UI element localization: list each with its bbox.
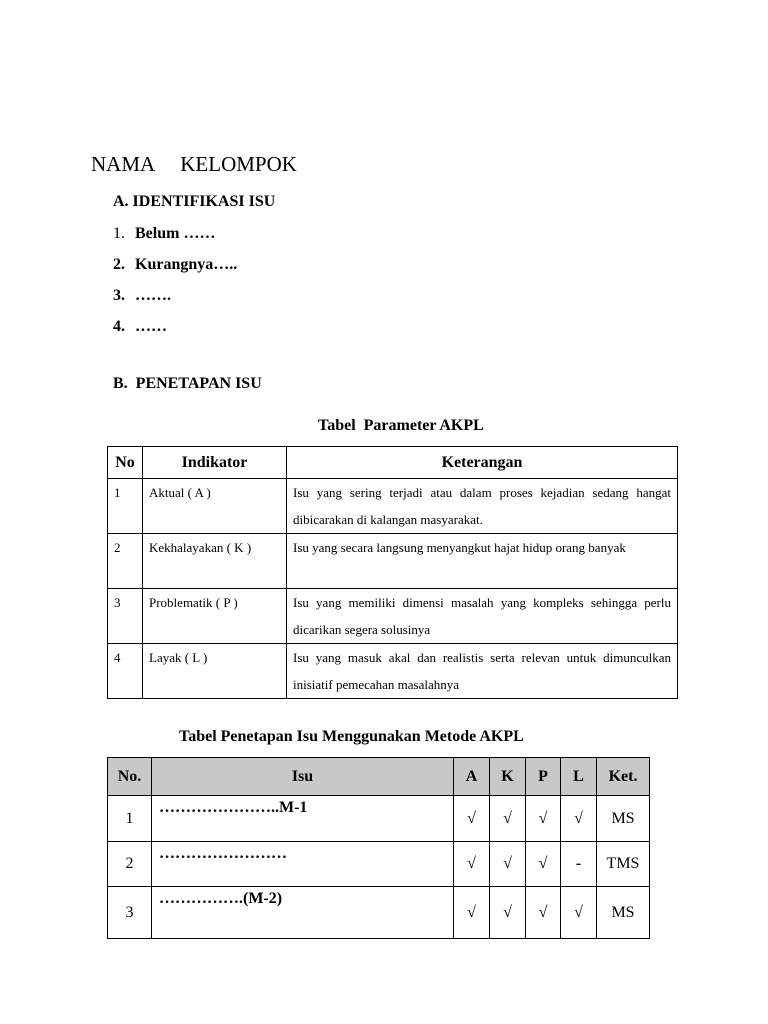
column-header-no: No. bbox=[108, 758, 152, 796]
column-header-keterangan: Keterangan bbox=[287, 447, 678, 479]
akpl-table bbox=[107, 757, 650, 939]
list-item bbox=[113, 287, 171, 305]
table2-caption: Tabel Penetapan Isu Menggunakan Metode AKPL bbox=[179, 728, 524, 745]
table-row bbox=[108, 887, 650, 939]
cell-l: - bbox=[561, 842, 597, 887]
section-a-title: A. IDENTIFIKASI ISU bbox=[113, 193, 276, 210]
cell-no: 3 bbox=[108, 887, 152, 939]
cell-l: √ bbox=[561, 887, 597, 939]
table-row bbox=[108, 842, 650, 887]
column-header-l: L bbox=[561, 758, 597, 796]
list-item bbox=[113, 256, 237, 274]
column-header-isu: Isu bbox=[152, 758, 454, 796]
cell-keterangan: Isu yang masuk akal dan realistis serta relevan untuk dimunculkan inisiatif pemecahan masalahnya bbox=[287, 644, 678, 699]
column-header-p: P bbox=[526, 758, 561, 796]
cell-p: √ bbox=[526, 842, 561, 887]
list-number: 1. bbox=[113, 225, 125, 242]
cell-isu: …………….(M-2) bbox=[152, 887, 454, 939]
table-row bbox=[108, 479, 678, 534]
list-text: ……. bbox=[135, 287, 171, 304]
list-text: Belum …… bbox=[135, 225, 216, 242]
cell-indikator: Problematik ( P ) bbox=[143, 589, 287, 644]
section-b-title: B. PENETAPAN ISU bbox=[113, 375, 262, 392]
cell-isu: …………………..M-1 bbox=[152, 796, 454, 842]
cell-p: √ bbox=[526, 796, 561, 842]
cell-no: 1 bbox=[108, 479, 143, 534]
table-row bbox=[108, 534, 678, 589]
list-number: 4. bbox=[113, 318, 125, 335]
cell-k: √ bbox=[490, 796, 526, 842]
list-number: 3. bbox=[113, 287, 125, 304]
cell-indikator: Aktual ( A ) bbox=[143, 479, 287, 534]
cell-a: √ bbox=[454, 842, 490, 887]
cell-no: 2 bbox=[108, 842, 152, 887]
list-text: Kurangnya….. bbox=[135, 256, 238, 273]
cell-a: √ bbox=[454, 796, 490, 842]
cell-no: 3 bbox=[108, 589, 143, 644]
cell-k: √ bbox=[490, 887, 526, 939]
list-number: 2. bbox=[113, 256, 125, 273]
parameter-table bbox=[107, 446, 678, 699]
list-item bbox=[113, 225, 215, 243]
cell-indikator: Kekhalayakan ( K ) bbox=[143, 534, 287, 589]
column-header-indikator: Indikator bbox=[143, 447, 287, 479]
cell-keterangan: Isu yang sering terjadi atau dalam proses kejadian sedang hangat dibicarakan di kalangan masyarakat. bbox=[287, 479, 678, 534]
cell-keterangan: Isu yang secara langsung menyangkut hajat hidup orang banyak bbox=[287, 534, 678, 589]
table-row bbox=[108, 644, 678, 699]
column-header-k: K bbox=[490, 758, 526, 796]
cell-ket: MS bbox=[597, 887, 650, 939]
cell-k: √ bbox=[490, 842, 526, 887]
table-row bbox=[108, 796, 650, 842]
cell-ket: MS bbox=[597, 796, 650, 842]
list-item bbox=[113, 318, 167, 336]
cell-isu: …………………… bbox=[152, 842, 454, 887]
column-header-no: No bbox=[108, 447, 143, 479]
table1-caption: Tabel Parameter AKPL bbox=[318, 417, 484, 434]
cell-indikator: Layak ( L ) bbox=[143, 644, 287, 699]
column-header-a: A bbox=[454, 758, 490, 796]
cell-no: 4 bbox=[108, 644, 143, 699]
cell-ket: TMS bbox=[597, 842, 650, 887]
cell-p: √ bbox=[526, 887, 561, 939]
page-heading: NAMA KELOMPOK bbox=[91, 152, 297, 176]
list-text: …… bbox=[135, 318, 167, 335]
cell-keterangan: Isu yang memiliki dimensi masalah yang kompleks sehingga perlu dicarikan segera solusinya bbox=[287, 589, 678, 644]
cell-a: √ bbox=[454, 887, 490, 939]
cell-no: 2 bbox=[108, 534, 143, 589]
table-row bbox=[108, 589, 678, 644]
table-header-row bbox=[108, 758, 650, 796]
cell-no: 1 bbox=[108, 796, 152, 842]
column-header-ket: Ket. bbox=[597, 758, 650, 796]
table-header-row bbox=[108, 447, 678, 479]
cell-l: √ bbox=[561, 796, 597, 842]
